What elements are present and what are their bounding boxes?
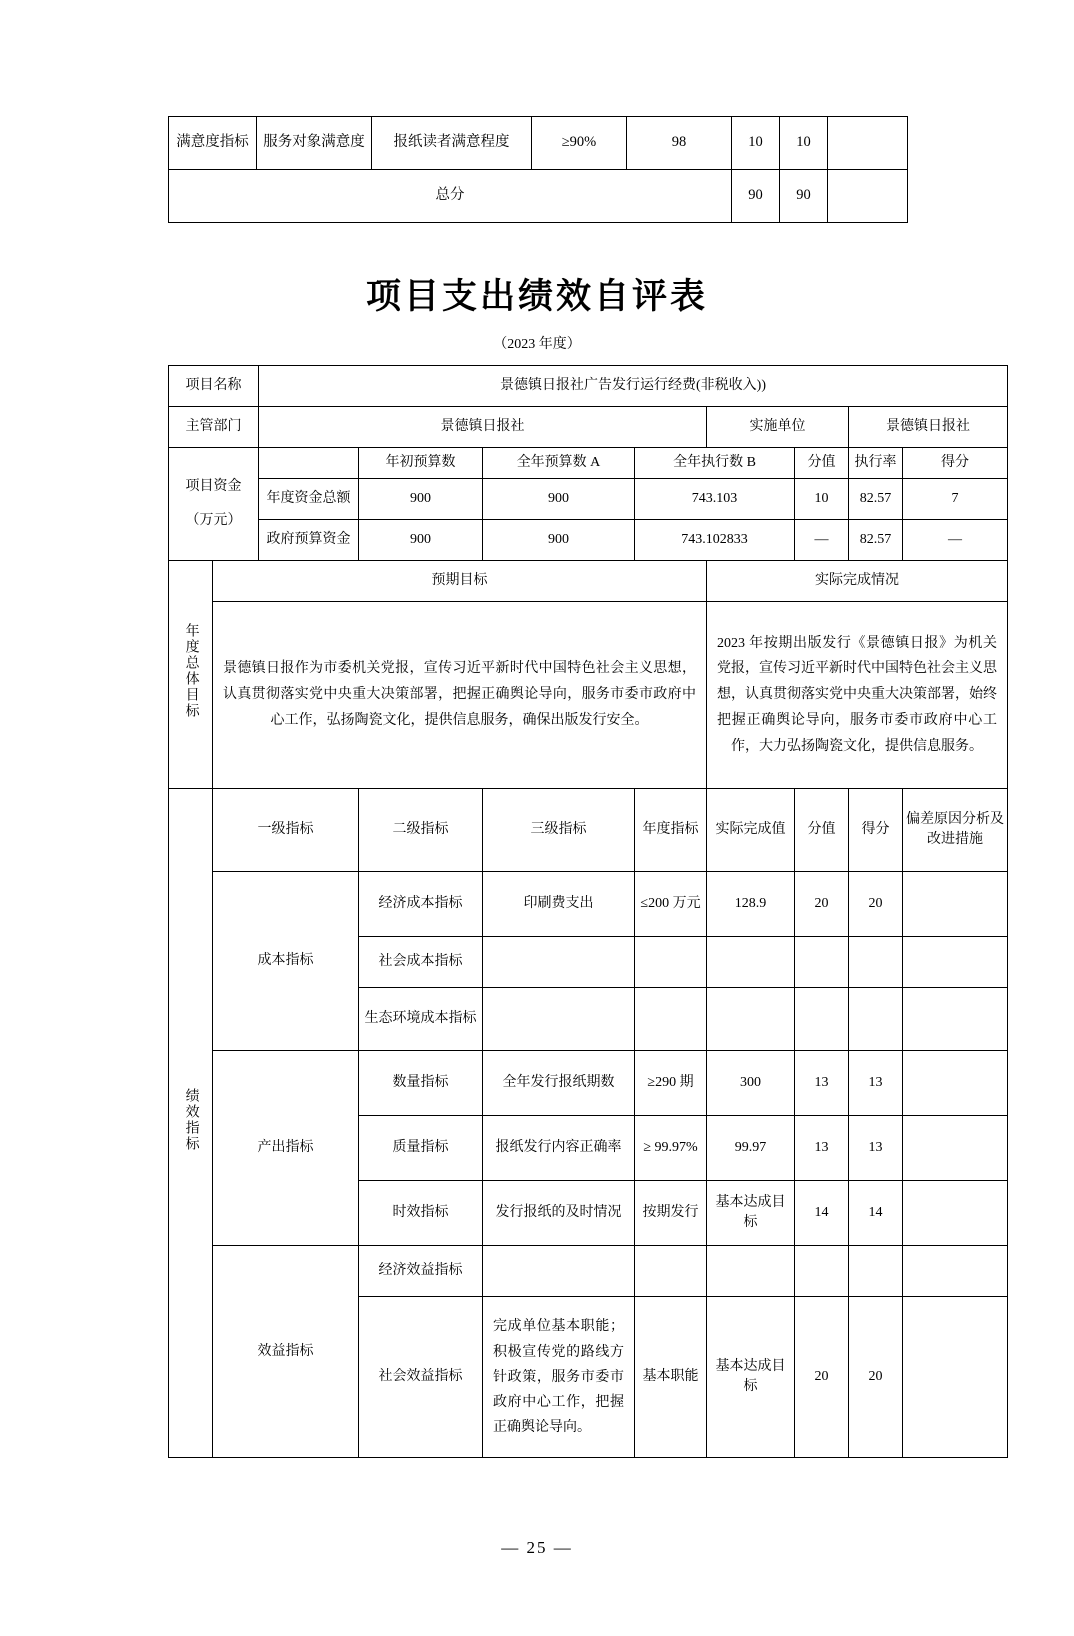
cell-level2: 质量指标	[359, 1116, 483, 1181]
actual-goal-text: 2023 年按期出版发行《景德镇日报》为机关党报，宣传习近平新时代中国特色社会主义思想，认真贯彻落实党中央重大决策部署，始终把握正确舆论导向，服务市委市政府中心工作，大力弘扬陶瓷文化，提供信息服务。	[707, 602, 1008, 789]
cell-annual-indicator: ≥ 99.97%	[635, 1116, 707, 1181]
funds-row-budget-year: 900	[483, 520, 635, 561]
row-goal-headers	[169, 561, 1008, 602]
cell-score-value	[795, 1246, 849, 1297]
funds-row-budget-start: 900	[359, 520, 483, 561]
cell-actual-value: 基本达成目标	[707, 1181, 795, 1246]
funds-row-budget-start: 900	[359, 479, 483, 520]
cell-deviation	[903, 1116, 1008, 1181]
cell-deviation	[903, 988, 1008, 1051]
cell-level2: 数量指标	[359, 1051, 483, 1116]
table-row	[169, 1246, 1008, 1297]
header-score: 得分	[849, 789, 903, 872]
header-deviation: 偏差原因分析及改进措施	[903, 789, 1008, 872]
cell-actual-value: 基本达成目标	[707, 1297, 795, 1458]
funds-row-exec-rate: 82.57	[849, 479, 903, 520]
table-row	[169, 1051, 1008, 1116]
cell-level1: 满意度指标	[169, 117, 257, 170]
header-level3: 三级指标	[483, 789, 635, 872]
cell-level2: 社会效益指标	[359, 1297, 483, 1458]
cell-score: 20	[849, 1297, 903, 1458]
row-indicator-headers	[169, 789, 1008, 872]
cell-deviation	[903, 872, 1008, 937]
cell-deviation	[828, 117, 908, 170]
cell-score-value: 14	[795, 1181, 849, 1246]
cell-deviation	[903, 937, 1008, 988]
unit-label: 实施单位	[707, 407, 849, 448]
cell-score-value: 13	[795, 1116, 849, 1181]
satisfaction-table	[168, 116, 908, 223]
cell-annual-indicator: ≤200 万元	[635, 872, 707, 937]
total-score-value: 90	[732, 170, 780, 223]
cell-actual-value	[707, 988, 795, 1051]
cell-score-value	[795, 937, 849, 988]
cell-deviation	[903, 1181, 1008, 1246]
cell-deviation	[903, 1051, 1008, 1116]
page-title: 项目支出绩效自评表	[365, 277, 708, 316]
row-project-name	[169, 366, 1008, 407]
expected-goal-text: 景德镇日报作为市委机关党报，宣传习近平新时代中国特色社会主义思想，认真贯彻落实党中央重大决策部署，把握正确舆论导向，服务市委市政府中心工作，弘扬陶瓷文化，提供信息服务，确保出版发行安全。	[213, 602, 707, 789]
cell-score	[849, 1246, 903, 1297]
header-annual-indicator: 年度指标	[635, 789, 707, 872]
funds-label-line2: （万元）	[185, 513, 242, 529]
project-name-value: 景德镇日报社广告发行运行经费(非税收入))	[259, 366, 1008, 407]
funds-header-exec-rate: 执行率	[849, 448, 903, 479]
funds-row-exec-rate: 82.57	[849, 520, 903, 561]
funds-row-budget-year: 900	[483, 479, 635, 520]
cell-score: 10	[780, 117, 828, 170]
cell-level3: 完成单位基本职能；积极宣传党的路线方针政策，服务市委市政府中心工作，把握正确舆论导向。	[483, 1297, 635, 1458]
cell-level3	[483, 1246, 635, 1297]
cell-level1: 成本指标	[213, 872, 359, 1051]
row-funds-total	[169, 479, 1008, 520]
funds-blank-corner	[259, 448, 359, 479]
funds-header-score: 得分	[903, 448, 1008, 479]
total-deviation	[828, 170, 908, 223]
funds-row-exec-year: 743.103	[635, 479, 795, 520]
row-department	[169, 407, 1008, 448]
cell-actual-value	[707, 1246, 795, 1297]
cell-score-value: 13	[795, 1051, 849, 1116]
total-label: 总分	[169, 170, 732, 223]
row-funds-gov	[169, 520, 1008, 561]
annual-goal-label: 年度总体目标	[169, 561, 213, 789]
cell-score	[849, 937, 903, 988]
cell-deviation	[903, 1246, 1008, 1297]
funds-row-score: —	[903, 520, 1008, 561]
header-level2: 二级指标	[359, 789, 483, 872]
project-name-label: 项目名称	[169, 366, 259, 407]
cell-deviation	[903, 1297, 1008, 1458]
document-page	[0, 116, 1074, 1636]
cell-score-value: 10	[732, 117, 780, 170]
cell-level2: 生态环境成本指标	[359, 988, 483, 1051]
cell-annual-indicator: 按期发行	[635, 1181, 707, 1246]
department-value: 景德镇日报社	[259, 407, 707, 448]
cell-annual-indicator	[635, 1246, 707, 1297]
funds-header-exec-year: 全年执行数 B	[635, 448, 795, 479]
cell-annual-indicator	[635, 937, 707, 988]
cell-actual-value: 128.9	[707, 872, 795, 937]
cell-actual-value: 300	[707, 1051, 795, 1116]
cell-level2: 社会成本指标	[359, 937, 483, 988]
header-score-value: 分值	[795, 789, 849, 872]
funds-row-name: 年度资金总额	[259, 479, 359, 520]
cell-score: 13	[849, 1116, 903, 1181]
funds-row-score-value: 10	[795, 479, 849, 520]
cell-level3	[483, 988, 635, 1051]
cell-score-value: 20	[795, 1297, 849, 1458]
cell-level2: 服务对象满意度	[257, 117, 372, 170]
performance-label: 绩效指标	[169, 789, 213, 1458]
cell-level1: 效益指标	[213, 1246, 359, 1458]
funds-row-name: 政府预算资金	[259, 520, 359, 561]
cell-annual-indicator: ≥290 期	[635, 1051, 707, 1116]
cell-actual-value: 98	[627, 117, 732, 170]
unit-value: 景德镇日报社	[849, 407, 1008, 448]
table-row-total	[169, 170, 908, 223]
funds-row-score-value: —	[795, 520, 849, 561]
table-row	[169, 872, 1008, 937]
header-actual-value: 实际完成值	[707, 789, 795, 872]
cell-level2: 经济成本指标	[359, 872, 483, 937]
project-performance-table	[168, 365, 1008, 1458]
cell-level3	[483, 937, 635, 988]
cell-score: 14	[849, 1181, 903, 1246]
cell-score	[849, 988, 903, 1051]
cell-level3: 报纸读者满意程度	[372, 117, 532, 170]
total-score: 90	[780, 170, 828, 223]
cell-actual-value	[707, 937, 795, 988]
funds-header-budget-year: 全年预算数 A	[483, 448, 635, 479]
cell-annual-indicator: 基本职能	[635, 1297, 707, 1458]
cell-level2: 时效指标	[359, 1181, 483, 1246]
page-subtitle: （2023 年度）	[493, 337, 581, 352]
cell-level2: 经济效益指标	[359, 1246, 483, 1297]
row-funds-header	[169, 448, 1008, 479]
cell-level3: 印刷费支出	[483, 872, 635, 937]
row-goal-content	[169, 602, 1008, 789]
cell-level3: 报纸发行内容正确率	[483, 1116, 635, 1181]
header-level1: 一级指标	[213, 789, 359, 872]
cell-level3: 发行报纸的及时情况	[483, 1181, 635, 1246]
cell-score: 13	[849, 1051, 903, 1116]
cell-actual-value: 99.97	[707, 1116, 795, 1181]
cell-score-value	[795, 988, 849, 1051]
funds-label-line1: 项目资金	[185, 478, 242, 494]
cell-annual-indicator	[635, 988, 707, 1051]
cell-score-value: 20	[795, 872, 849, 937]
actual-goal-header: 实际完成情况	[707, 561, 1008, 602]
cell-level3: 全年发行报纸期数	[483, 1051, 635, 1116]
cell-score: 20	[849, 872, 903, 937]
funds-header-score-value: 分值	[795, 448, 849, 479]
page-number: — 25 —	[501, 1538, 573, 1557]
expected-goal-header: 预期目标	[213, 561, 707, 602]
department-label: 主管部门	[169, 407, 259, 448]
cell-annual-indicator: ≥90%	[532, 117, 627, 170]
funds-label	[169, 448, 259, 561]
funds-row-exec-year: 743.102833	[635, 520, 795, 561]
funds-header-budget-start: 年初预算数	[359, 448, 483, 479]
table-row	[169, 117, 908, 170]
funds-row-score: 7	[903, 479, 1008, 520]
cell-level1: 产出指标	[213, 1051, 359, 1246]
